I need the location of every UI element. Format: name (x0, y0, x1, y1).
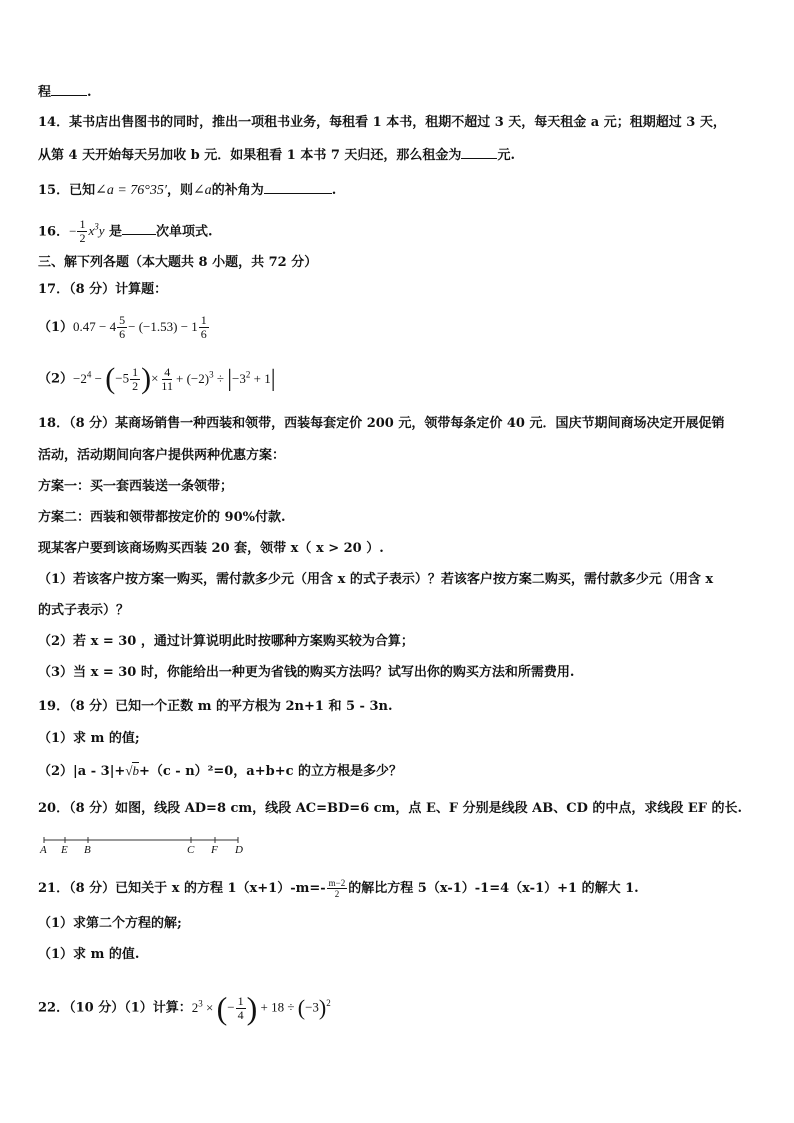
q21-line-3: （1）求 m 的值. (38, 947, 140, 962)
answer-blank (461, 145, 497, 159)
point-label-d: D (235, 844, 243, 856)
point-label-b: B (84, 844, 91, 856)
point-label-e: E (61, 844, 68, 856)
q17-part-2: $(2)-2^4 - (-5$ $\frac{1}{2}$ )× $\frac{4}{11}$ + $(-2)^3 \div |-3^2 + 1|$ (38, 362, 276, 395)
q18-line-7: 的式子表示）？ (38, 603, 130, 618)
q21-line-2: （1）求第二个方程的解; (38, 916, 182, 931)
q22: 22．（10 分）（1）计算：$2^3$ × (− $\frac{1}{4}$ ) + $18 \div (-3)^2$ (38, 990, 331, 1026)
q18-line-3: 方案一：买一套西装送一条领带； (38, 479, 234, 494)
q18-line-6: （1）若该客户按方案一购买，需付款多少元（用含 x 的式子表示）？若该客户按方案二购买，需付款多少元（用含 x (38, 572, 714, 587)
q15: 15．已知∠a = 76°35′，则∠a的补角为 . (38, 180, 336, 200)
answer-blank (122, 221, 156, 235)
segment-diagram (38, 832, 258, 862)
q17-part-1: （1）0.47 − 4 $\frac{5}{6}$ − (−1.53) − 1 $\frac{1}{6}$ (38, 313, 207, 341)
q19-line-2: （1）求 m 的值; (38, 731, 140, 746)
section-heading: 三、解下列各题（本大题共 8 小题，共 72 分） (38, 255, 318, 270)
point-label-c: C (187, 844, 195, 856)
q18-line-4: 方案二：西装和领带都按定价的 90%付款. (38, 510, 286, 525)
q18-line-2: 活动，活动期间向客户提供两种优惠方案： (38, 448, 286, 463)
q13-tail: 程 . (38, 82, 92, 102)
point-label-f: F (211, 844, 218, 856)
answer-blank (264, 180, 332, 194)
q14-line-1: 14．某书店出售图书的同时，推出一项租书业务，每租看 1 本书，租期不超过 3 天，每天租金 a 元；租期超过 3 天， (38, 115, 726, 130)
q16: 16．− $\frac{1}{2}$ $x^3y$ 是 次单项式. (38, 217, 213, 246)
q14-line-2: 从第 4 天开始每天另加收 b 元．如果租看 1 本书 7 天归还，那么租金为 元. (38, 145, 515, 165)
answer-blank (51, 82, 87, 96)
q18-line-9: （3）当 x = 30 时，你能给出一种更为省钱的购买方法吗？试写出你的购买方法和所需费用. (38, 665, 575, 680)
point-label-a: A (40, 844, 47, 856)
q20: 20．（8 分）如图，线段 AD=8 cm，线段 AC=BD=6 cm，点 E、F 分别是线段 AB、CD 的中点，求线段 EF 的长. (38, 801, 743, 816)
q19-line-1: 19．（8 分）已知一个正数 m 的平方根为 2n+1 和 5 - 3n. (38, 699, 393, 714)
q18-line-8: （2）若 x = 30 ，通过计算说明此时按哪种方案购买较为合算； (38, 634, 414, 649)
q21-line-1: 21．（8 分）已知关于 x 的方程 1（x+1）-m=- $\frac{m-2}{2}$ 的解比方程 5（x-1）-1=4（x-1）+1 的解大 1. (38, 878, 639, 899)
q17-title: 17．（8 分）计算题： (38, 282, 168, 297)
q18-line-1: 18．（8 分）某商场销售一种西装和领带，西装每套定价 200 元，领带每条定价 40 元．国庆节期间商场决定开展促销 (38, 416, 725, 431)
q18-line-5: 现某客户要到该商场购买西装 20 套，领带 x（ x > 20 ）. (38, 541, 384, 556)
segment-figure (38, 832, 258, 862)
q19-line-3: （2）|a - 3|+√b+（c - n）²=0，a+b+c 的立方根是多少？ (38, 763, 403, 779)
